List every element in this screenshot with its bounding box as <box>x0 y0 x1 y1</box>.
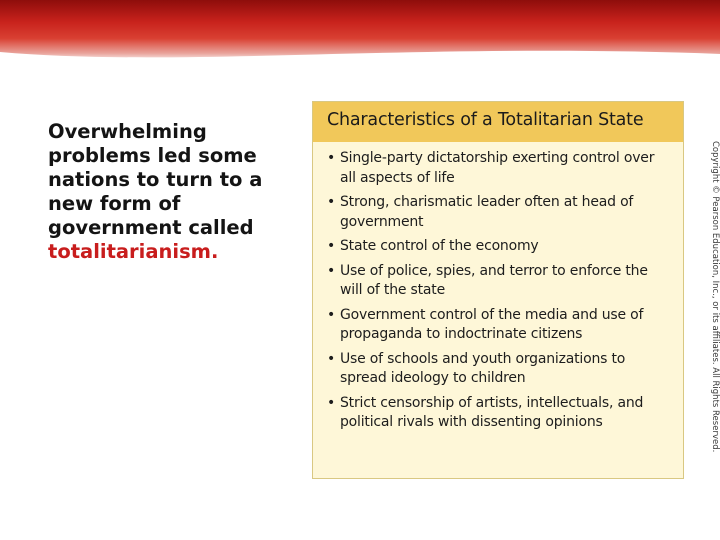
bullet-icon: • <box>327 262 336 279</box>
list-item <box>327 262 673 301</box>
bullet-icon: • <box>327 238 336 254</box>
list-item-text: State control of the economy <box>340 238 539 254</box>
list-item-text: Strict censorship of artists, intellectuals, and political rivals with dissenting opinions <box>340 394 644 430</box>
bullet-icon: • <box>327 194 336 210</box>
list-item-text: Use of police, spies, and terror to enforce the will of the state <box>340 262 648 298</box>
list-item <box>327 193 673 232</box>
list-item <box>327 237 673 257</box>
list-item-text: Government control of the media and use of propaganda to indoctrinate citizens <box>340 306 644 342</box>
intro-text: Overwhelming problems led some nations to turn to a new form of government called <box>48 120 263 239</box>
list-item <box>327 394 673 433</box>
list-item <box>327 350 673 389</box>
copyright-notice: Copyright © Pearson Education, Inc., or its affiliates. All Rights Reserved. <box>710 141 720 453</box>
intro-paragraph <box>48 120 298 264</box>
list-item-text: Single-party dictatorship exerting control over all aspects of life <box>340 150 655 186</box>
list-item <box>327 149 673 188</box>
bullet-icon: • <box>327 394 336 411</box>
list-item-text: Strong, charismatic leader often at head of government <box>340 194 634 230</box>
panel-title: Characteristics of a Totalitarian State <box>327 110 644 130</box>
header-banner <box>0 0 720 62</box>
bullet-icon: • <box>327 306 336 323</box>
characteristics-list <box>313 142 683 433</box>
list-item-text: Use of schools and youth organizations to spread ideology to children <box>340 350 626 386</box>
bullet-icon: • <box>327 350 336 367</box>
list-item <box>327 306 673 345</box>
highlighted-term: totalitarianism. <box>48 240 219 263</box>
panel-header <box>313 102 683 142</box>
characteristics-panel <box>312 101 684 479</box>
banner-wave-decoration <box>0 38 720 78</box>
bullet-icon: • <box>327 150 336 166</box>
